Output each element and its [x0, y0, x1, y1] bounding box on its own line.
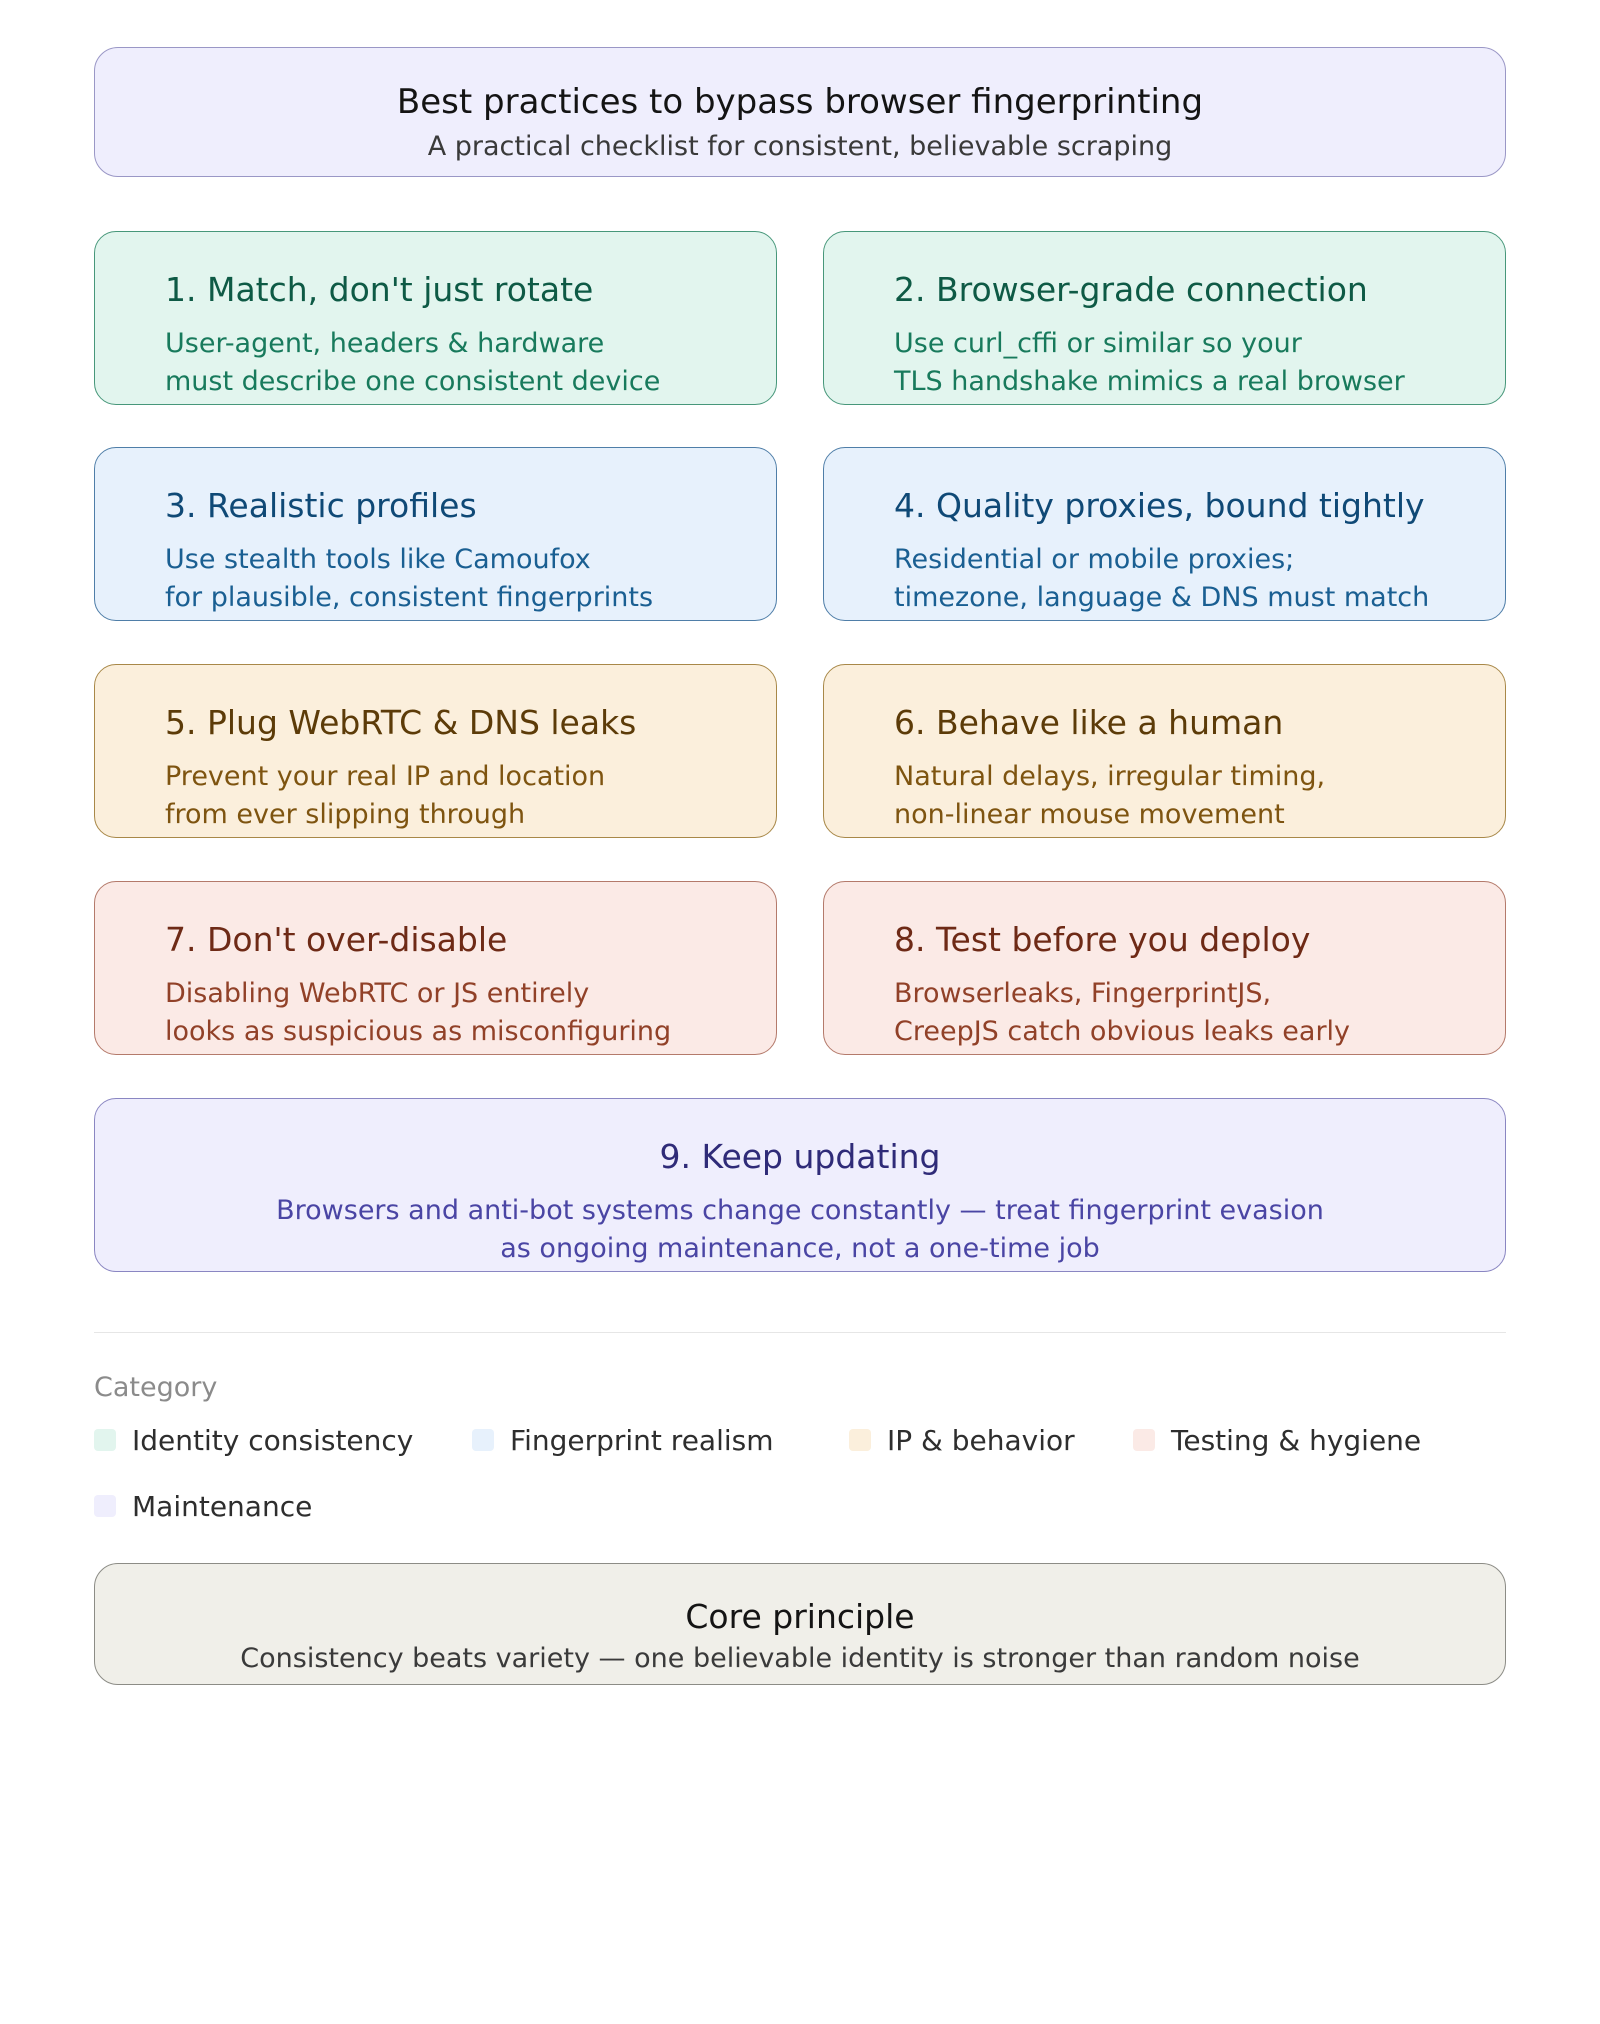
legend-title: Category — [94, 1372, 218, 1403]
core-principle-text: Consistency beats variety — one believable identity is stronger than random noise — [240, 1643, 1360, 1674]
legend-label: Identity consistency — [132, 1423, 414, 1457]
card-title: 7. Don't over-disable — [165, 920, 508, 959]
legend-swatch — [94, 1495, 116, 1517]
card-description: Browserleaks, FingerprintJS, CreepJS catch obvious leaks early — [894, 978, 1351, 1047]
card-title: 2. Browser-grade connection — [894, 270, 1368, 309]
card-description: Prevent your real IP and location from ever slipping through — [165, 761, 606, 830]
card-title: 6. Behave like a human — [894, 703, 1284, 742]
header-box — [94, 47, 1506, 177]
legend-item-ip-behavior — [849, 1422, 1075, 1458]
legend-label: Testing & hygiene — [1171, 1423, 1422, 1457]
legend-item-maintenance — [94, 1488, 312, 1524]
card-description: User-agent, headers & hardware must describe one consistent device — [165, 328, 661, 397]
card-quality-proxies — [823, 447, 1506, 621]
card-behave-like-human — [823, 664, 1506, 838]
card-plug-webrtc-dns-leaks — [94, 664, 777, 838]
diagram-subtitle: A practical checklist for consistent, believable scraping — [427, 131, 1173, 162]
legend-item-fingerprint-realism — [472, 1422, 774, 1458]
card-title: 3. Realistic profiles — [165, 486, 477, 525]
legend-swatch — [472, 1429, 494, 1451]
card-description: Use stealth tools like Camoufox for plausible, consistent fingerprints — [165, 544, 654, 613]
legend-item-testing-hygiene — [1133, 1422, 1421, 1458]
card-title: 9. Keep updating — [659, 1137, 941, 1176]
card-realistic-profiles — [94, 447, 777, 621]
card-description: Browsers and anti-bot systems change constantly — treat fingerprint evasion as ongoing maintenance, not a one-time job — [276, 1195, 1324, 1264]
legend-item-identity-consistency — [94, 1422, 413, 1458]
card-title: 4. Quality proxies, bound tightly — [894, 486, 1425, 525]
legend-label: Fingerprint realism — [510, 1423, 774, 1457]
card-match-dont-rotate — [94, 231, 777, 405]
diagram-title: Best practices to bypass browser fingerprinting — [396, 82, 1204, 122]
card-dont-over-disable — [94, 881, 777, 1055]
card-keep-updating — [94, 1098, 1506, 1272]
card-description: Disabling WebRTC or JS entirely looks as suspicious as misconfiguring — [165, 978, 672, 1047]
legend-swatch — [1133, 1429, 1155, 1451]
divider — [94, 1332, 1506, 1333]
core-principle-title: Core principle — [685, 1597, 915, 1636]
legend-label: Maintenance — [132, 1489, 313, 1523]
card-title: 1. Match, don't just rotate — [165, 270, 594, 309]
legend-swatch — [94, 1429, 116, 1451]
card-description: Use curl_cffi or similar so your TLS handshake mimics a real browser — [894, 328, 1405, 397]
card-description: Natural delays, irregular timing, non-linear mouse movement — [894, 761, 1326, 830]
legend-swatch — [849, 1429, 871, 1451]
card-test-before-deploy — [823, 881, 1506, 1055]
core-principle-box — [94, 1563, 1506, 1685]
card-description: Residential or mobile proxies; timezone, language & DNS must match — [894, 544, 1430, 613]
card-title: 8. Test before you deploy — [894, 920, 1311, 959]
card-browser-grade-connection — [823, 231, 1506, 405]
card-title: 5. Plug WebRTC & DNS leaks — [165, 703, 637, 742]
legend-label: IP & behavior — [887, 1423, 1075, 1457]
